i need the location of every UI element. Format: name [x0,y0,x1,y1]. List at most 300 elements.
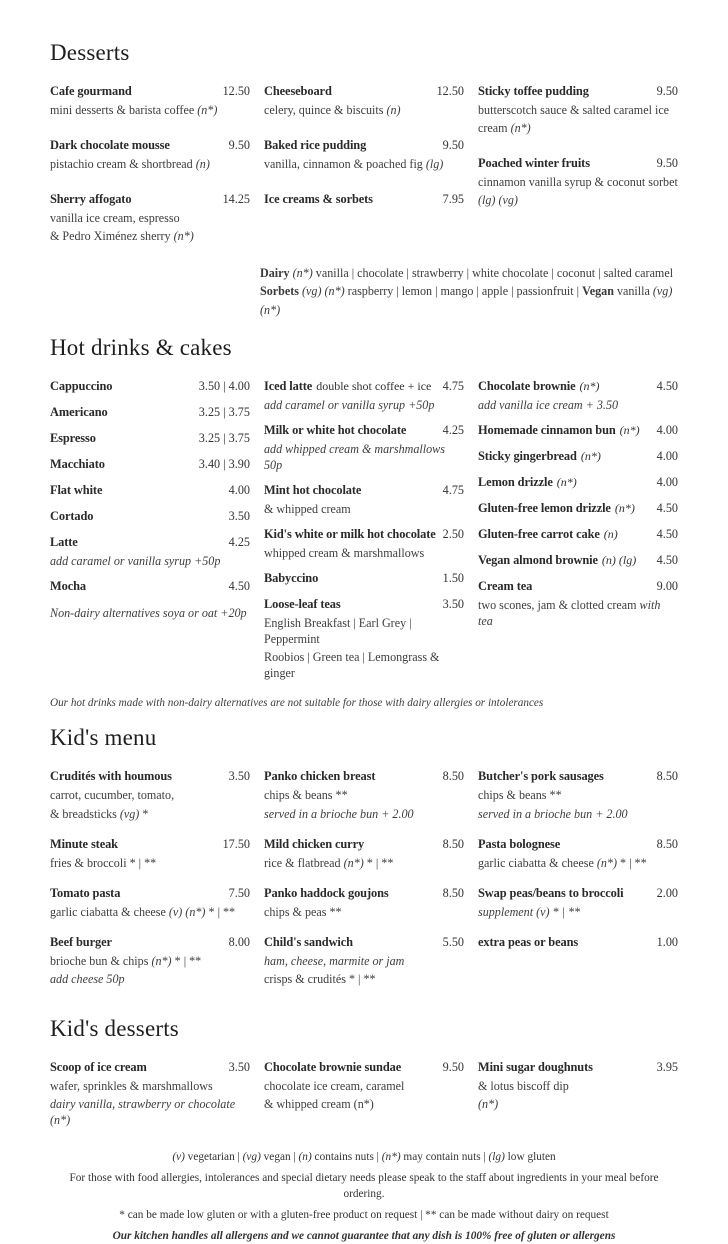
section-title: Hot drinks & cakes [50,334,232,360]
text-segment: (n*) [197,103,218,117]
item-desc-line [264,615,464,647]
footer-line [50,1208,678,1223]
item-name-wrap [50,136,175,154]
menu-section-hot-drinks-cakes [50,335,678,710]
item-price: 8.00 [228,934,250,949]
item-desc-line [264,971,464,987]
item-price: 3.50 [442,597,464,612]
menu-item [50,933,250,987]
item-name-row [50,455,250,473]
menu-item [478,1058,678,1112]
menu-item [50,603,250,621]
item-name-row [50,429,250,447]
item-price: 8.50 [656,769,678,784]
item-name-wrap [264,421,411,439]
item-name: Cheeseboard [264,84,332,98]
item-name: Loose-leaf teas [264,597,341,612]
item-note: (n*) [580,448,601,463]
menu-item [264,525,464,561]
menu-column [50,82,250,262]
menu-item [478,473,678,491]
text-segment: rice & flatbread [264,855,344,870]
text-segment: (n) [386,103,401,117]
text-segment: butterscotch sauce & salted caramel ice [478,103,670,117]
text-segment: vegan | [260,1151,299,1164]
item-desc-line [478,806,678,822]
item-name: Kid's white or milk hot chocolate [264,527,436,542]
item-name-wrap [478,767,609,785]
item-name-row [478,499,678,517]
item-price: 4.50 [656,378,678,393]
menu-item [50,507,250,525]
item-desc-line [264,102,464,118]
section-title: Kid's menu [50,725,157,751]
item-desc-line [50,971,250,987]
menu-item [50,767,250,821]
item-name: Lemon drizzle [478,474,553,489]
item-name: Baked rice pudding [264,138,367,153]
text-segment: celery, quince & biscuits [264,103,387,117]
item-desc-line [264,787,464,803]
text-segment: low gluten [504,1151,556,1164]
item-desc-line [50,953,250,969]
item-name-row [264,933,464,951]
item-name-wrap [264,569,323,587]
item-desc-line [264,156,464,172]
text-segment: * can be made low gluten or with a gluten-free product on request | ** can be made without dairy on request [119,1208,609,1221]
item-price: 8.50 [656,836,678,851]
text-segment: add caramel or vanilla syrup +50p [50,553,221,568]
section-columns [50,1058,678,1128]
menu-item [478,377,678,413]
item-price: 5.50 [442,934,464,949]
item-desc-line [478,855,678,871]
item-desc-line [264,501,464,517]
item-name-wrap [50,1058,152,1076]
item-price: 12.50 [222,84,250,98]
item-price: 3.95 [656,1059,678,1074]
item-price: 4.25 [442,422,464,437]
item-desc-line [264,441,464,473]
text-segment: (lg) (vg) [478,193,518,208]
item-name-row [264,595,464,613]
item-name-row [50,767,250,785]
item-name: Swap peas/beans to broccoli [478,885,624,900]
footer-line [50,1229,678,1244]
item-name-wrap [264,190,378,208]
item-note: (n*) [579,378,600,393]
text-segment: Sorbets [260,284,299,299]
menu-column [50,767,250,999]
item-name-row [50,884,250,902]
item-desc-line [264,806,464,822]
text-segment: (n*) [343,855,364,870]
item-name-row [50,933,250,951]
item-note: (n*) [556,474,577,489]
text-segment: mini desserts & barista coffee [50,103,198,117]
item-desc-line [478,174,678,190]
menu-item [478,447,678,465]
item-desc-line [50,605,250,621]
text-segment: crisps & crudités * | ** [264,971,376,986]
menu-column [264,82,464,262]
text-segment: served in a brioche bun + 2.00 [478,806,628,821]
item-name: Chocolate brownie [478,378,576,393]
item-name-row [50,481,250,499]
item-name: Cortado [50,508,94,523]
text-segment: wafer, sprinkles & marshmallows [50,1078,213,1093]
item-name-wrap [264,377,436,395]
text-segment: may contain nuts | [400,1151,489,1164]
item-price: 8.50 [442,769,464,784]
text-segment: * | ** [205,904,236,919]
item-name: Gluten-free lemon drizzle [478,500,611,515]
item-name-wrap [50,533,83,551]
item-price: 3.40 | 3.90 [198,456,250,471]
text-segment: garlic ciabatta & cheese [50,904,169,919]
item-name-wrap [50,933,117,951]
menu-column [478,767,678,999]
text-segment: garlic ciabatta & cheese [478,855,597,870]
item-desc-line [264,1096,464,1112]
menu-item [264,377,464,413]
item-desc-line [50,156,250,172]
text-segment: (vg) (n*) [302,284,345,299]
menu-item [264,835,464,871]
text-segment: chips & beans ** [478,788,562,803]
item-price: 7.50 [228,885,250,900]
item-price: 7.95 [442,192,464,207]
item-desc-line [50,787,250,803]
item-name-row [50,533,250,551]
item-price: 4.75 [442,482,464,497]
menu-column [478,82,678,262]
item-name: Latte [50,534,78,549]
menu-item [264,595,464,681]
menu-item [264,884,464,920]
text-segment: Roobios | Green tea | Lemongrass & ginger [264,650,440,681]
item-desc-line [264,649,464,681]
item-name-wrap [478,577,537,595]
item-name: Mini sugar doughnuts [478,1059,593,1074]
section-columns [50,377,678,690]
text-segment: dairy vanilla, strawberry or chocolate (n*) [50,1096,236,1128]
menu-column [50,1058,250,1128]
text-segment: (v) (n*) [168,904,206,919]
footer-line [50,1171,678,1202]
item-name-wrap [264,136,371,154]
item-name-wrap [264,82,337,100]
footer-line [50,1150,678,1165]
item-price: 4.00 [228,482,250,497]
menu-item [264,421,464,473]
item-name: Dark chocolate mousse [50,138,170,153]
item-name: Macchiato [50,456,105,471]
section-title: Kid's desserts [50,1015,179,1041]
text-segment: two scones, jam & clotted cream [478,597,640,612]
item-name-wrap [478,933,583,951]
item-name-row [478,933,678,951]
item-note: (n*) [619,422,640,437]
item-name-row [264,190,464,208]
item-price: 4.50 [656,500,678,515]
item-price: 2.00 [656,885,678,900]
item-name-row [264,569,464,587]
text-segment: & Pedro Ximénez sherry [50,229,174,244]
text-segment: served in a brioche bun + 2.00 [264,806,414,821]
item-name-wrap [50,507,98,525]
item-name: extra peas or beans [478,934,579,949]
text-segment: whipped cream & marshmallows [264,546,425,561]
item-name-row [264,136,464,154]
item-name: Cappuccino [50,378,113,393]
text-segment: (n*) [173,229,194,244]
item-name-row [264,377,464,395]
item-name-wrap [478,1058,598,1076]
item-price: 4.50 [656,552,678,567]
menu-item [478,767,678,821]
menu-item [50,577,250,595]
menu-item [264,933,464,987]
item-price: 1.50 [442,571,464,586]
text-segment: Non-dairy alternatives soya or oat +20p [50,605,247,620]
item-name-wrap [478,525,623,543]
item-name: Chocolate brownie sundae [264,1059,402,1074]
item-price: 8.50 [442,885,464,900]
menu-item [264,481,464,517]
item-price: 4.50 [228,578,250,593]
item-price: 4.00 [656,422,678,437]
menu-item [264,190,464,208]
item-desc-line [478,120,678,136]
menu-item [50,884,250,920]
menu-item [264,767,464,821]
item-name-row [50,136,250,154]
item-price: 12.50 [436,84,464,98]
text-segment: vanilla ice cream, espresso [50,211,180,226]
item-desc-line [264,855,464,871]
text-segment: (n*) [292,266,313,281]
item-name-wrap [50,455,110,473]
text-segment: (vg) (n*) [260,284,673,317]
text-segment: pistachio cream & shortbread [50,157,196,172]
text-segment: Our kitchen handles all allergens and we cannot guarantee that any dish is 100% free of gluten or allergens [112,1230,616,1243]
text-segment: supplement (v) * | ** [478,904,581,919]
item-price: 9.00 [656,578,678,593]
item-name: Beef burger [50,934,112,949]
item-desc-line [50,102,250,118]
item-name-row [50,82,250,100]
item-desc-line [478,192,678,208]
text-segment: (n*) [381,1151,401,1164]
section-title: Desserts [50,40,130,65]
section-footnote: Our hot drinks made with non-dairy alternatives are not suitable for those with dairy allergies or intolerances [50,697,544,710]
item-price: 3.50 | 4.00 [198,378,250,393]
text-segment: vanilla | chocolate | strawberry | white chocolate | coconut | salted caramel [312,266,674,281]
menu-item [264,82,464,118]
item-note: (n) [603,526,618,541]
menu-item [478,577,678,629]
item-price: 17.50 [222,836,250,851]
ice-cream-flavours [260,264,678,318]
item-price: 3.50 [228,1059,250,1074]
item-name: Panko chicken breast [264,769,376,784]
item-name-row [50,403,250,421]
item-price: 3.50 [228,769,250,784]
item-price: 9.50 [442,1059,464,1074]
menu-item [478,154,678,208]
item-name-row [478,577,678,595]
text-segment: vegetarian | [184,1151,243,1164]
item-name-wrap [478,82,594,100]
item-desc-line [264,1078,464,1094]
item-desc-line [50,904,250,920]
item-name-row [478,421,678,439]
menu-item [50,835,250,871]
item-price: 3.50 [228,508,250,523]
item-name: Poached winter fruits [478,156,590,171]
flavour-line [260,282,678,318]
item-desc-line [478,1078,678,1094]
item-price: 2.50 [442,527,464,542]
item-price: 4.50 [656,526,678,541]
item-name-row [478,447,678,465]
menu-item [264,136,464,172]
menu-column [478,1058,678,1128]
text-segment: * | ** [363,855,394,870]
menu-item [478,933,678,951]
item-name-row [50,835,250,853]
item-name: Iced latte [264,378,313,393]
item-name-row [478,767,678,785]
menu-item [478,884,678,920]
item-name-wrap [50,884,125,902]
item-price: 3.25 | 3.75 [198,404,250,419]
text-segment: add vanilla ice cream + 3.50 [478,397,619,412]
item-desc-line [50,806,250,822]
menu-item [264,569,464,587]
item-name-wrap [50,82,137,100]
menu-sections [50,40,678,1128]
menu-item [50,455,250,473]
item-desc-line [50,1078,250,1094]
item-name-row [478,835,678,853]
item-price: 9.50 [228,138,250,153]
item-name: Minute steak [50,836,118,851]
item-desc-line [478,904,678,920]
menu-item [50,403,250,421]
menu-item [478,551,678,569]
item-desc-line [264,904,464,920]
item-desc-line [50,855,250,871]
item-name: Tomato pasta [50,885,121,900]
menu-item [50,190,250,244]
item-name-row [478,551,678,569]
item-name-row [50,1058,250,1076]
item-name-wrap [264,595,346,613]
item-name-row [50,377,250,395]
item-desc-line [478,1096,678,1112]
text-segment: (lg) [425,157,444,172]
item-name-wrap [264,767,380,785]
text-segment: (n*) [596,855,618,870]
item-name-row [50,190,250,208]
item-price: 14.25 [222,192,250,207]
menu-item [50,82,250,118]
menu-item [50,533,250,569]
item-name-wrap [478,154,595,172]
flavour-line [260,264,678,282]
item-name-row [264,767,464,785]
menu-column [50,377,250,690]
menu-item [50,136,250,172]
menu-item [478,421,678,439]
item-desc-line [478,787,678,803]
text-segment: vanilla [613,284,653,299]
text-segment: chips & beans ** [264,788,348,803]
text-segment: (n) [195,157,210,172]
item-name-row [264,1058,464,1076]
item-name-row [478,377,678,395]
item-name-wrap [50,577,91,595]
menu-item [264,1058,464,1112]
text-segment: raspberry | lemon | mango | apple | passionfruit | [344,284,583,299]
item-name-wrap [478,551,641,569]
menu-item [478,82,678,136]
item-desc-line [264,397,464,413]
item-name-wrap [478,377,605,395]
item-name: Sticky gingerbread [478,448,577,463]
text-segment: (n*) [151,953,172,968]
item-name: Vegan almond brownie [478,552,598,567]
item-name-row [264,421,464,439]
menu-item [50,1058,250,1128]
menu-column [264,767,464,999]
text-segment: & breadsticks [50,806,120,821]
item-name-wrap [478,884,628,902]
item-name: Butcher's pork sausages [478,769,604,784]
item-price: 8.50 [442,836,464,851]
item-desc-line [50,210,250,226]
section-columns [50,82,678,262]
item-name-wrap [264,481,366,499]
item-name: Mocha [50,578,86,593]
item-name-wrap [264,884,394,902]
text-segment: Vegan [582,284,614,299]
item-name-row [264,82,464,100]
text-segment: chips & peas ** [264,904,342,919]
item-name: Mint hot chocolate [264,482,362,497]
item-name: Pasta bolognese [478,836,561,851]
item-desc-line [264,545,464,561]
text-segment: add whipped cream & marshmallows 50p [264,441,445,472]
item-desc-line [50,553,250,569]
text-segment: carrot, cucumber, tomato, [50,788,175,803]
item-name-row [478,473,678,491]
item-name-wrap [50,429,101,447]
menu-column [264,1058,464,1128]
text-segment: For those with food allergies, intolerances and special dietary needs please speak to the staff about ingredients in your meal before ordering. [69,1172,659,1200]
text-segment: ham, cheese, marmite or jam [264,953,405,968]
item-name-row [50,507,250,525]
text-segment: (vg) [242,1151,261,1164]
item-name-row [478,884,678,902]
item-name-wrap [264,525,441,543]
section-columns [50,767,678,999]
menu-section-kid-s-menu [50,725,678,999]
menu-footer [50,1144,678,1244]
item-name: Mild chicken curry [264,836,365,851]
